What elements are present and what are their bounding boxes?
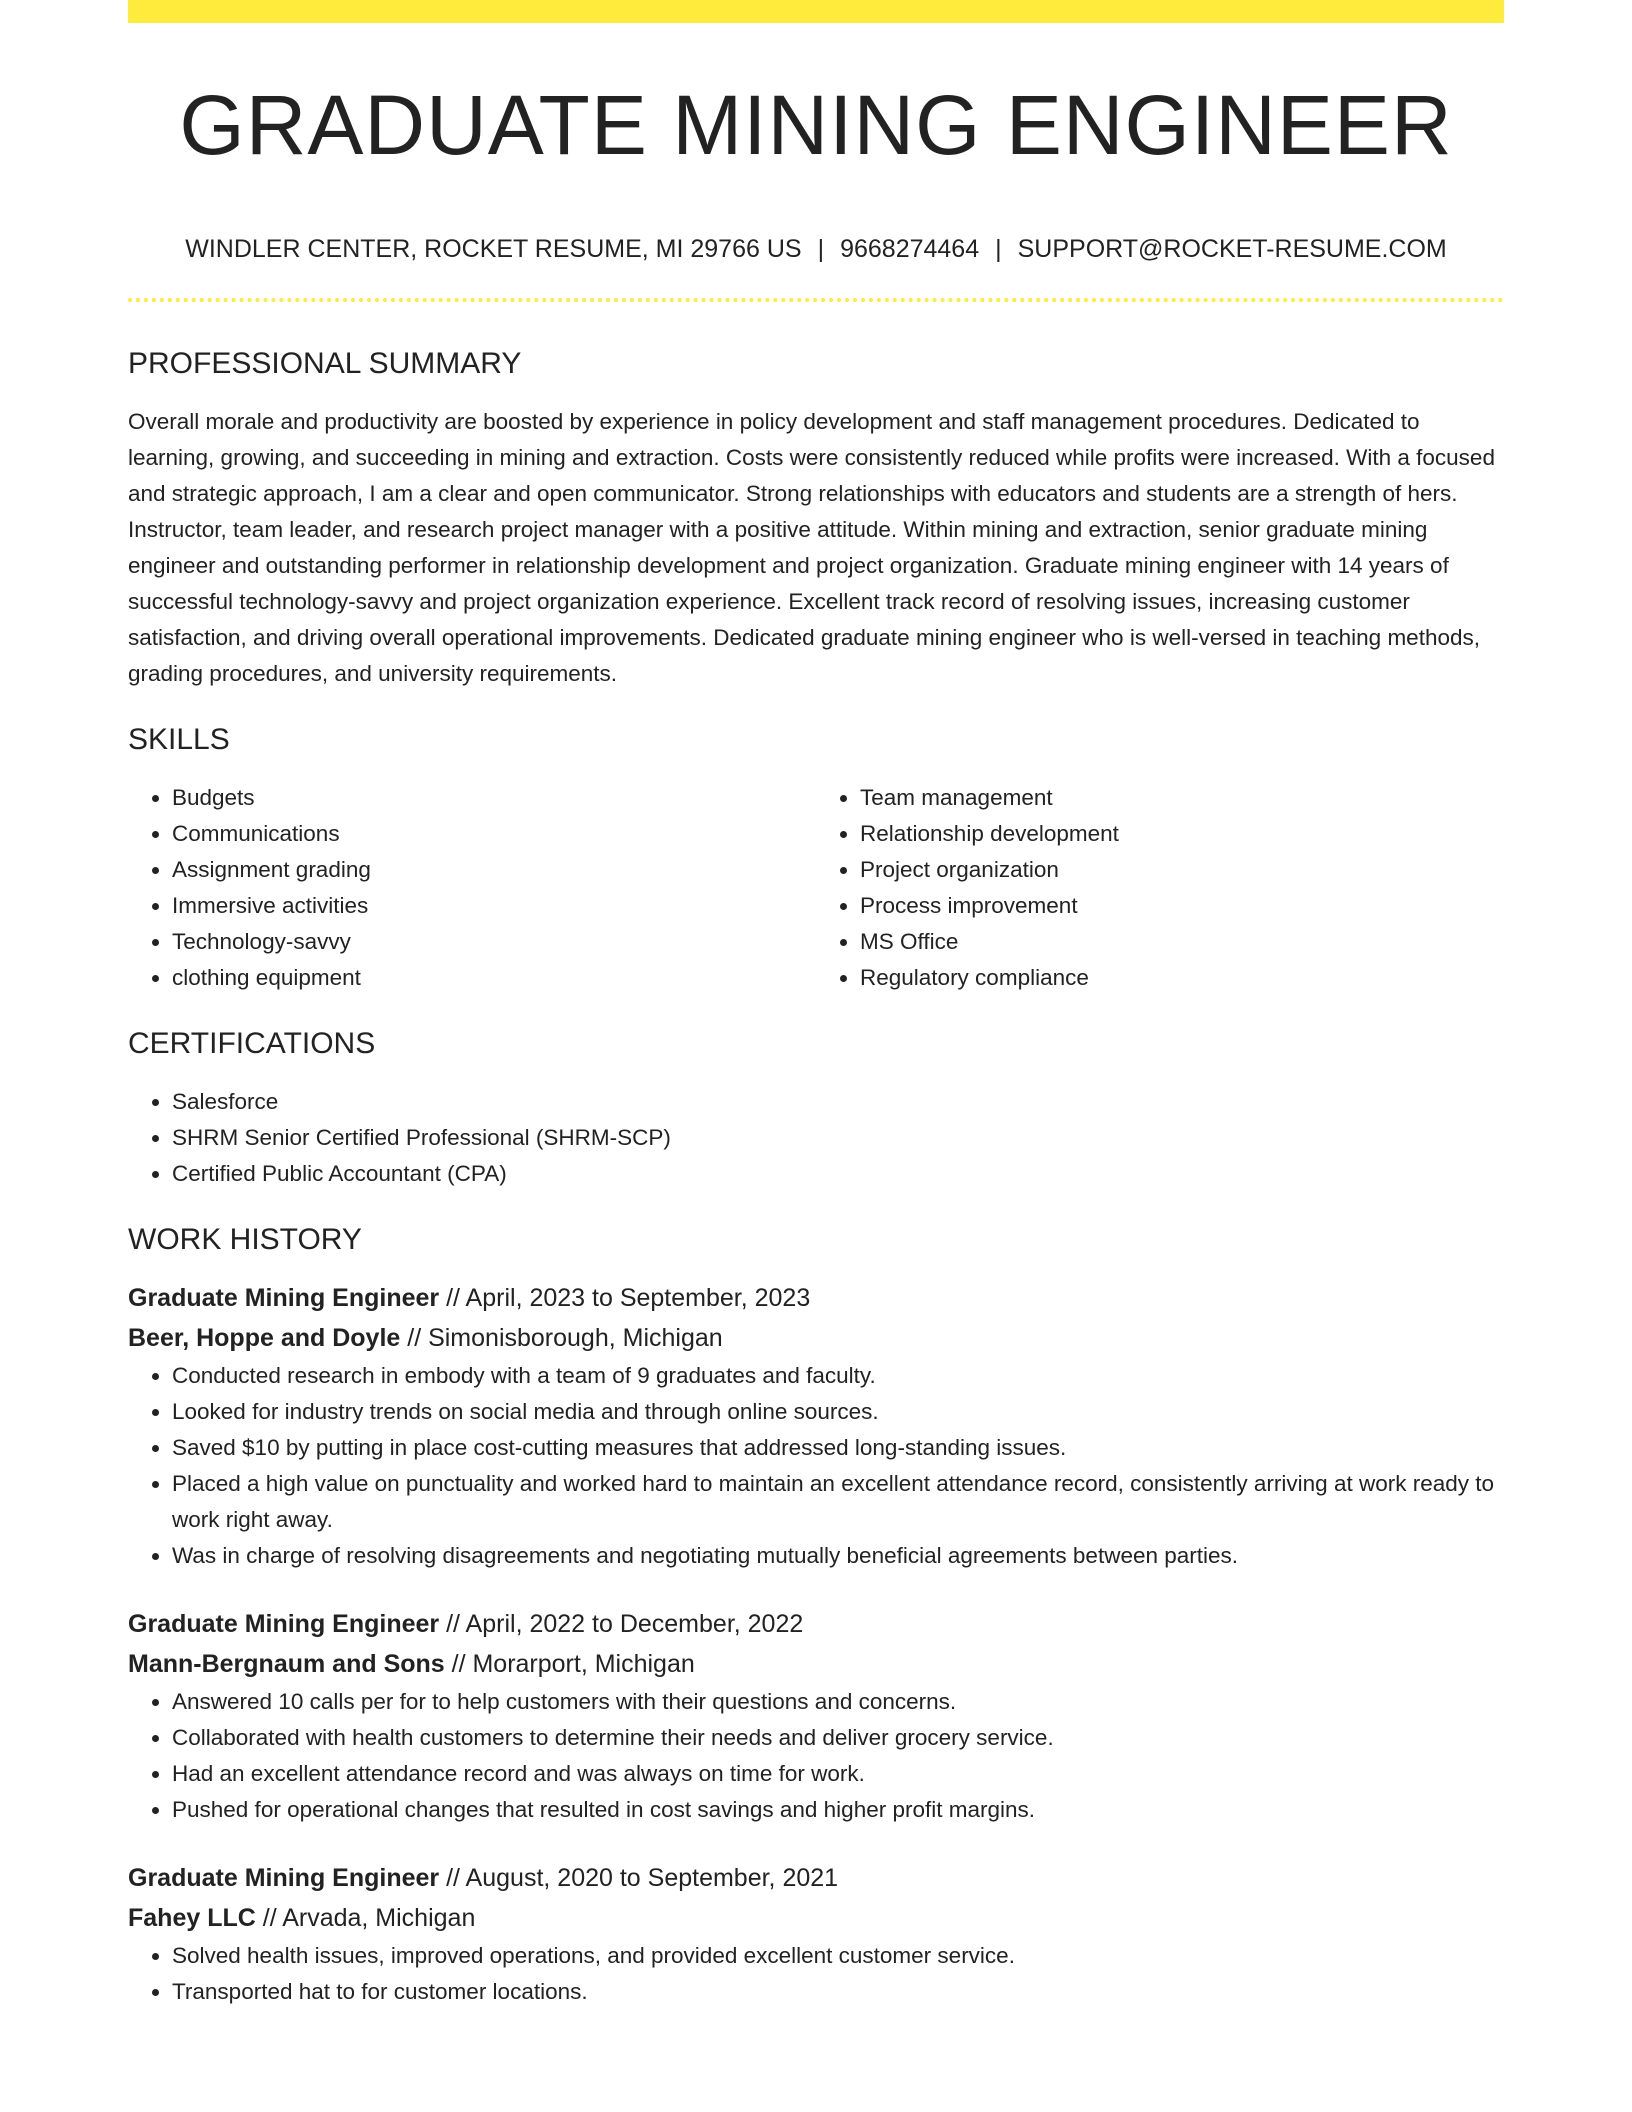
certification-item: • Salesforce: [172, 1084, 1504, 1120]
job-dates: // April, 2022 to December, 2022: [439, 1610, 804, 1638]
summary-heading: PROFESSIONAL SUMMARY: [128, 347, 522, 380]
job-bullet: • Placed a high value on punctuality and worked hard to maintain an excellent attendance record, consistently arriving at work ready to work right away.: [172, 1466, 1504, 1538]
job-role: Graduate Mining Engineer: [128, 1864, 440, 1892]
job-bullet: • Transported hat to for customer locations.: [172, 1974, 1504, 2010]
job-bullets: [128, 1938, 1504, 2010]
job-bullet: • Conducted research in embody with a team of 9 graduates and faculty.: [172, 1358, 1504, 1394]
contact-separator: |: [995, 235, 1002, 263]
resume-page: [128, 0, 1504, 2010]
summary-text: Overall morale and productivity are boosted by experience in policy development and staff management procedures. Dedicated to learning, growing, and succeeding in mining and extraction. Costs were consistently reduced while profits were increased. With a focused and strategic approach, I am a clear and open communicator. Strong relationships with educators and students are a strength of hers. Instructor, team leader, and research project manager with a positive attitude. Within mining and extraction, senior graduate mining engineer and outstanding performer in relationship development and project organization. Graduate mining engineer with 14 years of successful technology-savvy and project organization experience. Excellent track record of resolving issues, increasing customer satisfaction, and driving overall operational improvements. Dedicated graduate mining engineer who is well-versed in teaching methods, grading procedures, and university requirements.: [128, 409, 1495, 686]
job-company: Mann-Bergnaum and Sons: [128, 1650, 445, 1678]
job-bullet: • Pushed for operational changes that resulted in cost savings and higher profit margins.: [172, 1792, 1504, 1828]
job-role: Graduate Mining Engineer: [128, 1284, 440, 1312]
contact-phone: 9668274464: [840, 235, 980, 263]
job-bullets: [128, 1358, 1504, 1574]
contact-separator: |: [817, 235, 825, 263]
work-history-heading: WORK HISTORY: [128, 1223, 362, 1256]
job-bullet: • Collaborated with health customers to determine their needs and deliver grocery service.: [172, 1720, 1504, 1756]
job-bullet: • Answered 10 calls per for to help customers with their questions and concerns.: [172, 1684, 1504, 1720]
skill-item: • Technology-savvy: [172, 924, 816, 960]
job-bullet: • Was in charge of resolving disagreements and negotiating mutually beneficial agreements between parties.: [172, 1538, 1504, 1574]
contact-address: WINDLER CENTER, ROCKET RESUME, MI 29766 US: [185, 235, 802, 263]
job-entry: [128, 1278, 1504, 1574]
job-bullet: • Had an excellent attendance record and was always on time for work.: [172, 1756, 1504, 1792]
job-entry: [128, 1604, 1504, 1828]
job-company: Beer, Hoppe and Doyle: [128, 1324, 401, 1352]
skills-list-left: [128, 780, 816, 996]
job-company-line: [128, 1644, 1504, 1684]
top-accent-bar: [128, 0, 1504, 23]
skill-item: • Assignment grading: [172, 852, 816, 888]
skill-item: • clothing equipment: [172, 960, 816, 996]
certifications-heading: CERTIFICATIONS: [128, 1027, 376, 1060]
skill-item: • Immersive activities: [172, 888, 816, 924]
skill-item: • Budgets: [172, 780, 816, 816]
skill-item: • Process improvement: [860, 888, 1504, 924]
job-bullet: • Looked for industry trends on social media and through online sources.: [172, 1394, 1504, 1430]
job-company-line: [128, 1898, 1504, 1938]
resume-name: GRADUATE MINING ENGINEER: [179, 78, 1453, 172]
skill-item: • Regulatory compliance: [860, 960, 1504, 996]
dotted-divider: [128, 298, 1504, 302]
skill-item: • Project organization: [860, 852, 1504, 888]
certifications-list: [128, 1084, 1504, 1192]
skills-grid: [128, 780, 1504, 996]
skill-item: • Communications: [172, 816, 816, 852]
job-location: // Simonisborough, Michigan: [400, 1324, 723, 1352]
certification-item: • SHRM Senior Certified Professional (SHRM-SCP): [172, 1120, 1504, 1156]
job-title-line: [128, 1604, 1504, 1644]
certification-item: • Certified Public Accountant (CPA): [172, 1156, 1504, 1192]
job-location: // Arvada, Michigan: [255, 1904, 476, 1932]
job-bullet: • Solved health issues, improved operations, and provided excellent customer service.: [172, 1938, 1504, 1974]
job-company-line: [128, 1318, 1504, 1358]
skill-item: • MS Office: [860, 924, 1504, 960]
contact-email[interactable]: SUPPORT@ROCKET-RESUME.COM: [1017, 235, 1447, 263]
skills-list-right: [816, 780, 1504, 996]
job-title-line: [128, 1278, 1504, 1318]
job-dates: // April, 2023 to September, 2023: [439, 1284, 811, 1312]
contact-line: [128, 234, 1504, 264]
job-bullet: • Saved $10 by putting in place cost-cutting measures that addressed long-standing issues.: [172, 1430, 1504, 1466]
skill-item: • Team management: [860, 780, 1504, 816]
job-company: Fahey LLC: [128, 1904, 256, 1932]
job-role: Graduate Mining Engineer: [128, 1610, 440, 1638]
skills-heading: SKILLS: [128, 723, 230, 756]
job-location: // Morarport, Michigan: [444, 1650, 695, 1678]
job-dates: // August, 2020 to September, 2021: [439, 1864, 839, 1892]
job-title-line: [128, 1858, 1504, 1898]
job-entry: [128, 1858, 1504, 2010]
skill-item: • Relationship development: [860, 816, 1504, 852]
job-bullets: [128, 1684, 1504, 1828]
